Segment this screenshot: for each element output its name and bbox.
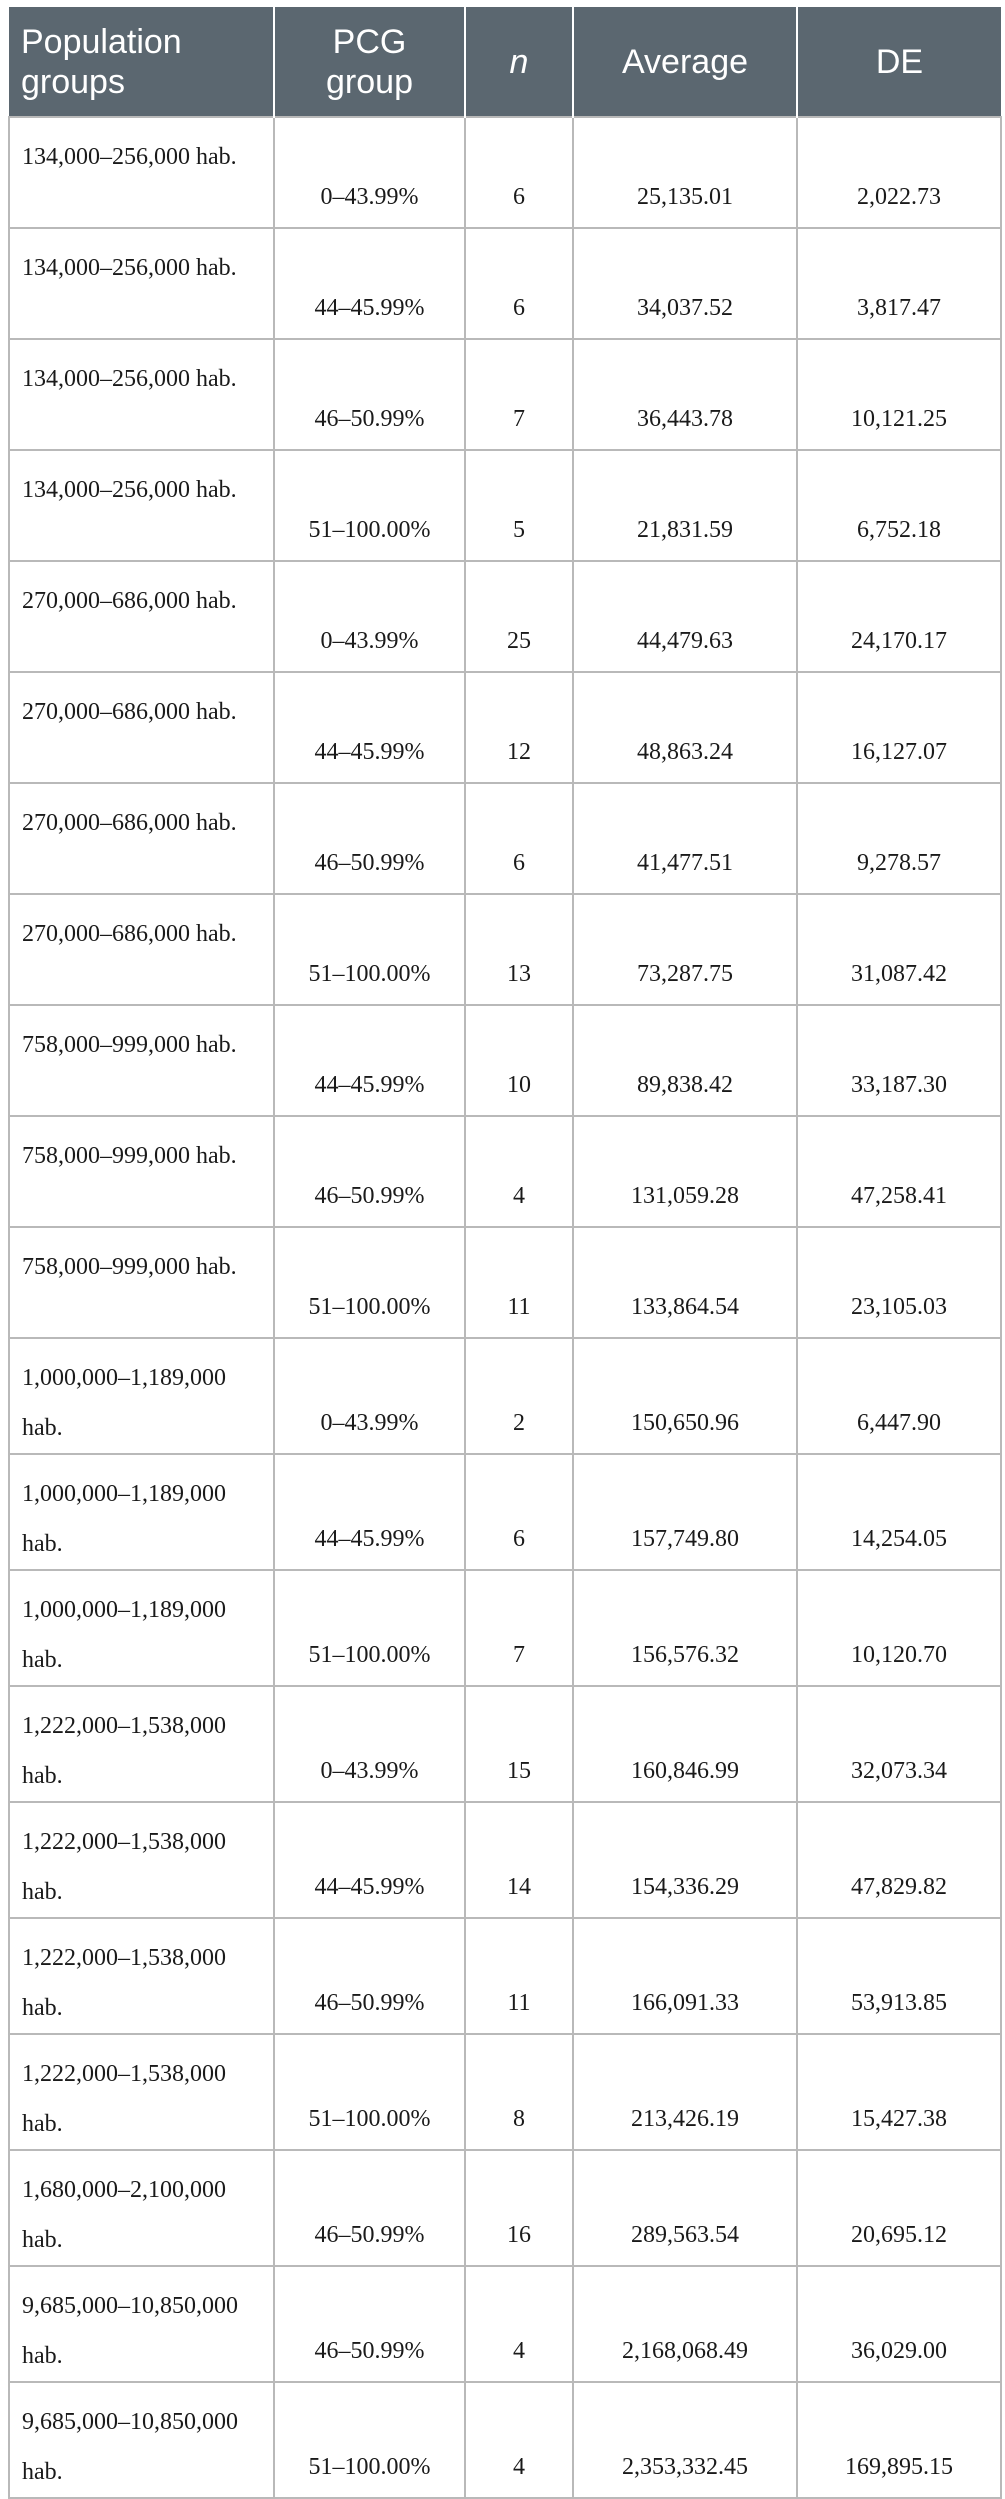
cell-n: 5	[465, 450, 573, 561]
header-n: n	[465, 7, 573, 117]
cell-population-group: 1,000,000–1,189,000 hab.	[9, 1570, 274, 1686]
cell-average: 131,059.28	[573, 1116, 797, 1227]
cell-pcg-group: 51–100.00%	[274, 1227, 465, 1338]
cell-n: 13	[465, 894, 573, 1005]
cell-pcg-group: 51–100.00%	[274, 2034, 465, 2150]
table-row	[9, 2382, 1001, 2498]
cell-population-group: 134,000–256,000 hab.	[9, 117, 274, 228]
cell-n: 4	[465, 2266, 573, 2382]
cell-de: 33,187.30	[797, 1005, 1001, 1116]
cell-average: 89,838.42	[573, 1005, 797, 1116]
cell-pcg-group: 46–50.99%	[274, 1116, 465, 1227]
header-average: Average	[573, 7, 797, 117]
cell-average: 133,864.54	[573, 1227, 797, 1338]
cell-n: 6	[465, 117, 573, 228]
cell-population-group: 270,000–686,000 hab.	[9, 894, 274, 1005]
cell-de: 32,073.34	[797, 1686, 1001, 1802]
table-row	[9, 894, 1001, 1005]
header-row	[9, 7, 1001, 117]
table-row	[9, 1227, 1001, 1338]
cell-population-group: 134,000–256,000 hab.	[9, 339, 274, 450]
cell-pcg-group: 51–100.00%	[274, 2382, 465, 2498]
cell-average: 150,650.96	[573, 1338, 797, 1454]
cell-n: 6	[465, 1454, 573, 1570]
cell-pcg-group: 44–45.99%	[274, 672, 465, 783]
header-population-groups: Population groups	[9, 7, 274, 117]
table-row	[9, 2034, 1001, 2150]
table-row	[9, 228, 1001, 339]
cell-de: 23,105.03	[797, 1227, 1001, 1338]
cell-de: 15,427.38	[797, 2034, 1001, 2150]
cell-population-group: 1,000,000–1,189,000 hab.	[9, 1454, 274, 1570]
data-table	[8, 7, 1002, 2499]
cell-de: 47,258.41	[797, 1116, 1001, 1227]
cell-de: 47,829.82	[797, 1802, 1001, 1918]
table-row	[9, 783, 1001, 894]
cell-pcg-group: 51–100.00%	[274, 894, 465, 1005]
cell-de: 10,121.25	[797, 339, 1001, 450]
cell-de: 9,278.57	[797, 783, 1001, 894]
header-pcg-group: PCG group	[274, 7, 465, 117]
table-row	[9, 1686, 1001, 1802]
cell-population-group: 1,222,000–1,538,000 hab.	[9, 1918, 274, 2034]
table-row	[9, 1802, 1001, 1918]
cell-population-group: 270,000–686,000 hab.	[9, 561, 274, 672]
cell-population-group: 1,000,000–1,189,000 hab.	[9, 1338, 274, 1454]
cell-de: 3,817.47	[797, 228, 1001, 339]
table-header	[9, 7, 1001, 117]
cell-population-group: 134,000–256,000 hab.	[9, 228, 274, 339]
cell-de: 36,029.00	[797, 2266, 1001, 2382]
cell-pcg-group: 44–45.99%	[274, 228, 465, 339]
cell-population-group: 758,000–999,000 hab.	[9, 1005, 274, 1116]
cell-n: 10	[465, 1005, 573, 1116]
table-row	[9, 339, 1001, 450]
table-row	[9, 1116, 1001, 1227]
cell-pcg-group: 44–45.99%	[274, 1454, 465, 1570]
cell-n: 16	[465, 2150, 573, 2266]
cell-n: 6	[465, 783, 573, 894]
cell-n: 12	[465, 672, 573, 783]
cell-de: 6,752.18	[797, 450, 1001, 561]
cell-n: 11	[465, 1918, 573, 2034]
cell-n: 4	[465, 2382, 573, 2498]
cell-pcg-group: 46–50.99%	[274, 2150, 465, 2266]
cell-de: 10,120.70	[797, 1570, 1001, 1686]
cell-pcg-group: 0–43.99%	[274, 117, 465, 228]
cell-n: 6	[465, 228, 573, 339]
cell-pcg-group: 46–50.99%	[274, 339, 465, 450]
table-row	[9, 450, 1001, 561]
cell-n: 7	[465, 1570, 573, 1686]
cell-de: 6,447.90	[797, 1338, 1001, 1454]
cell-average: 34,037.52	[573, 228, 797, 339]
cell-pcg-group: 44–45.99%	[274, 1802, 465, 1918]
table-row	[9, 2150, 1001, 2266]
cell-average: 160,846.99	[573, 1686, 797, 1802]
cell-de: 24,170.17	[797, 561, 1001, 672]
cell-average: 2,353,332.45	[573, 2382, 797, 2498]
cell-population-group: 134,000–256,000 hab.	[9, 450, 274, 561]
cell-n: 7	[465, 339, 573, 450]
cell-pcg-group: 51–100.00%	[274, 450, 465, 561]
cell-n: 25	[465, 561, 573, 672]
cell-population-group: 270,000–686,000 hab.	[9, 783, 274, 894]
cell-population-group: 1,222,000–1,538,000 hab.	[9, 1686, 274, 1802]
cell-pcg-group: 0–43.99%	[274, 561, 465, 672]
cell-average: 73,287.75	[573, 894, 797, 1005]
cell-population-group: 1,680,000–2,100,000 hab.	[9, 2150, 274, 2266]
cell-n: 14	[465, 1802, 573, 1918]
cell-population-group: 1,222,000–1,538,000 hab.	[9, 1802, 274, 1918]
cell-n: 11	[465, 1227, 573, 1338]
cell-average: 48,863.24	[573, 672, 797, 783]
cell-de: 2,022.73	[797, 117, 1001, 228]
cell-population-group: 758,000–999,000 hab.	[9, 1227, 274, 1338]
table-body	[9, 117, 1001, 2498]
cell-de: 20,695.12	[797, 2150, 1001, 2266]
cell-de: 53,913.85	[797, 1918, 1001, 2034]
cell-population-group: 9,685,000–10,850,000 hab.	[9, 2266, 274, 2382]
cell-average: 156,576.32	[573, 1570, 797, 1686]
table-row	[9, 2266, 1001, 2382]
cell-de: 16,127.07	[797, 672, 1001, 783]
cell-pcg-group: 51–100.00%	[274, 1570, 465, 1686]
cell-de: 31,087.42	[797, 894, 1001, 1005]
cell-pcg-group: 46–50.99%	[274, 783, 465, 894]
cell-average: 41,477.51	[573, 783, 797, 894]
table-row	[9, 672, 1001, 783]
cell-average: 154,336.29	[573, 1802, 797, 1918]
cell-de: 14,254.05	[797, 1454, 1001, 1570]
table-row	[9, 561, 1001, 672]
cell-average: 213,426.19	[573, 2034, 797, 2150]
table-row	[9, 117, 1001, 228]
table-row	[9, 1918, 1001, 2034]
cell-n: 4	[465, 1116, 573, 1227]
cell-pcg-group: 0–43.99%	[274, 1338, 465, 1454]
cell-pcg-group: 46–50.99%	[274, 1918, 465, 2034]
table-row	[9, 1338, 1001, 1454]
cell-population-group: 270,000–686,000 hab.	[9, 672, 274, 783]
cell-de: 169,895.15	[797, 2382, 1001, 2498]
cell-average: 25,135.01	[573, 117, 797, 228]
cell-average: 44,479.63	[573, 561, 797, 672]
cell-average: 21,831.59	[573, 450, 797, 561]
cell-n: 15	[465, 1686, 573, 1802]
cell-population-group: 9,685,000–10,850,000 hab.	[9, 2382, 274, 2498]
cell-average: 36,443.78	[573, 339, 797, 450]
table-row	[9, 1454, 1001, 1570]
table-row	[9, 1005, 1001, 1116]
table-row	[9, 1570, 1001, 1686]
cell-population-group: 758,000–999,000 hab.	[9, 1116, 274, 1227]
cell-average: 166,091.33	[573, 1918, 797, 2034]
cell-pcg-group: 44–45.99%	[274, 1005, 465, 1116]
cell-n: 8	[465, 2034, 573, 2150]
cell-population-group: 1,222,000–1,538,000 hab.	[9, 2034, 274, 2150]
header-de: DE	[797, 7, 1001, 117]
cell-average: 157,749.80	[573, 1454, 797, 1570]
cell-n: 2	[465, 1338, 573, 1454]
cell-pcg-group: 0–43.99%	[274, 1686, 465, 1802]
cell-average: 2,168,068.49	[573, 2266, 797, 2382]
cell-average: 289,563.54	[573, 2150, 797, 2266]
cell-pcg-group: 46–50.99%	[274, 2266, 465, 2382]
